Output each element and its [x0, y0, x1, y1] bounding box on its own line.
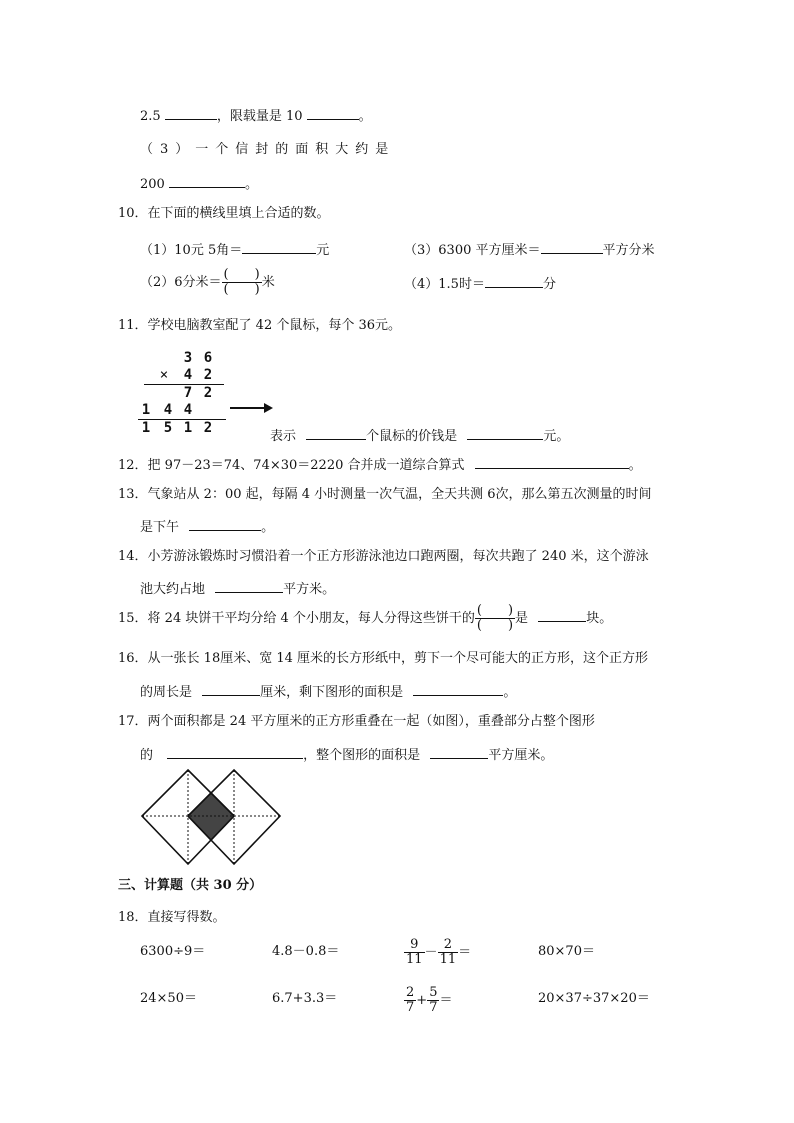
q16-text: 的周长是 — [140, 685, 193, 700]
q10-part1 — [140, 240, 329, 259]
q9-text: ，限载量是 10 — [216, 109, 303, 124]
fraction-blank[interactable]: $\frac{( )}{( )}$ — [223, 267, 260, 297]
q14-line2 — [140, 579, 335, 598]
q17-line1: 17．两个面积都是 24 平方厘米的正方形重叠在一起（如图），重叠部分占整个图形 — [118, 714, 595, 729]
q13-line1: 13．气象站从 2：00 起，每隔 4 小时测量一次气温，全天共测 6次，那么第五次测量的时间 — [118, 487, 652, 502]
q9-text: 。 — [358, 109, 372, 124]
overlapping-squares-figure — [138, 768, 288, 870]
arrow-icon — [228, 402, 274, 414]
q10-text: （3）6300 平方厘米＝ — [404, 243, 541, 258]
q16-text: 厘米，剩下图形的面积是 — [260, 685, 404, 700]
fraction-blank[interactable]: $\frac{( )}{( )}$ — [476, 603, 514, 633]
calc-item: 24×50＝ — [140, 991, 197, 1006]
q12 — [118, 455, 642, 474]
calc-item: 20×37÷37×20＝ — [538, 991, 650, 1006]
q16-line1: 16．从一张长 18厘米、宽 14 厘米的长方形纸中，剪下一个尽可能大的正方形，这个正方形 — [118, 651, 649, 666]
q10-text: （1）10元 5角＝ — [140, 243, 243, 258]
q16-line2 — [140, 682, 516, 701]
q11-text: 元。 — [543, 429, 570, 444]
q12-text: 12．把 97－23＝74、74×30＝2220 合并成一道综合算式 — [118, 458, 465, 473]
q17-line2 — [140, 745, 553, 764]
q10-stem: 10．在下面的横线里填上合适的数。 — [118, 206, 330, 221]
q17-text: 平方厘米。 — [488, 748, 554, 763]
answer-blank[interactable] — [202, 682, 260, 696]
q15-text: 15．将 24 块饼干平均分给 4 个小朋友，每人分得这些饼干的 — [118, 611, 475, 626]
answer-blank[interactable] — [430, 745, 488, 759]
q9-sub3: （3）一个信封的面积大约是 — [140, 142, 396, 157]
answer-blank[interactable] — [189, 517, 261, 531]
answer-blank[interactable] — [306, 426, 366, 440]
q11-text: 表示 — [270, 429, 297, 444]
q12-text: 。 — [628, 458, 642, 473]
q13-line2 — [140, 517, 274, 536]
q9-text: 。 — [244, 177, 258, 192]
q10-part2 — [140, 268, 275, 297]
section-3-title: 三、计算题（共 30 分） — [118, 878, 263, 893]
answer-blank[interactable] — [467, 426, 543, 440]
answer-blank[interactable] — [475, 455, 629, 469]
answer-blank[interactable] — [485, 274, 543, 288]
q10-text: （4）1.5时＝ — [404, 277, 485, 292]
q10-part4 — [404, 274, 556, 293]
q10-text: （2）6分米＝ — [140, 275, 222, 290]
q11-stem: 11．学校电脑教室配了 42 个鼠标，每个 36元。 — [118, 318, 402, 333]
q10-text: 元 — [316, 243, 330, 258]
calc-item: 4.8－0.8＝ — [272, 944, 340, 959]
q9-line3 — [140, 174, 258, 193]
answer-blank[interactable] — [538, 608, 586, 622]
q9-text: 200 — [140, 177, 165, 192]
q11-text: 个鼠标的价钱是 — [366, 429, 458, 444]
q16-text: 。 — [503, 685, 517, 700]
q9-text: 2.5 — [140, 109, 161, 124]
q15 — [118, 604, 612, 633]
calc-item: 80×70＝ — [538, 944, 595, 959]
vertical-multiplication: 3 6 × 4 2 7 2 1 4 4 1 5 1 2 — [140, 350, 230, 440]
q14-text: 池大约占地 — [140, 582, 206, 597]
q14-text: 平方米。 — [283, 582, 336, 597]
q11-answer — [270, 426, 569, 445]
q10-text: 米 — [261, 275, 275, 290]
calc-item: 6300÷9＝ — [140, 944, 206, 959]
q18-stem: 18．直接写得数。 — [118, 910, 226, 925]
answer-blank[interactable] — [167, 745, 303, 759]
q13-text: 是下午 — [140, 520, 180, 535]
calc-item: 6.7+3.3＝ — [272, 991, 338, 1006]
answer-blank[interactable] — [541, 240, 603, 254]
q10-part3 — [404, 240, 655, 259]
q10-text: 平方分米 — [602, 243, 655, 258]
calc-item-fraction: $\frac{2}{7}$ + $\frac{5}{7}$ ＝ — [406, 985, 453, 1015]
q17-text: ，整个图形的面积是 — [303, 748, 421, 763]
q14-line1: 14．小芳游泳锻炼时习惯沿着一个正方形游泳池边口跑两圈，每次共跑了 240 米，这个游泳 — [118, 549, 649, 564]
q15-text: 块。 — [586, 611, 613, 626]
answer-blank[interactable] — [307, 106, 359, 120]
answer-blank[interactable] — [413, 682, 503, 696]
q17-text: 的 — [140, 748, 154, 763]
q10-text: 分 — [542, 277, 556, 292]
calc-item-fraction: $\frac{9}{11}$ － $\frac{2}{11}$ ＝ — [406, 937, 472, 967]
answer-blank[interactable] — [165, 106, 217, 120]
answer-blank[interactable] — [169, 174, 245, 188]
q13-text: 。 — [261, 520, 275, 535]
q15-text: 是 — [515, 611, 529, 626]
answer-blank[interactable] — [242, 240, 316, 254]
answer-blank[interactable] — [215, 579, 283, 593]
q9-line1 — [140, 106, 372, 125]
